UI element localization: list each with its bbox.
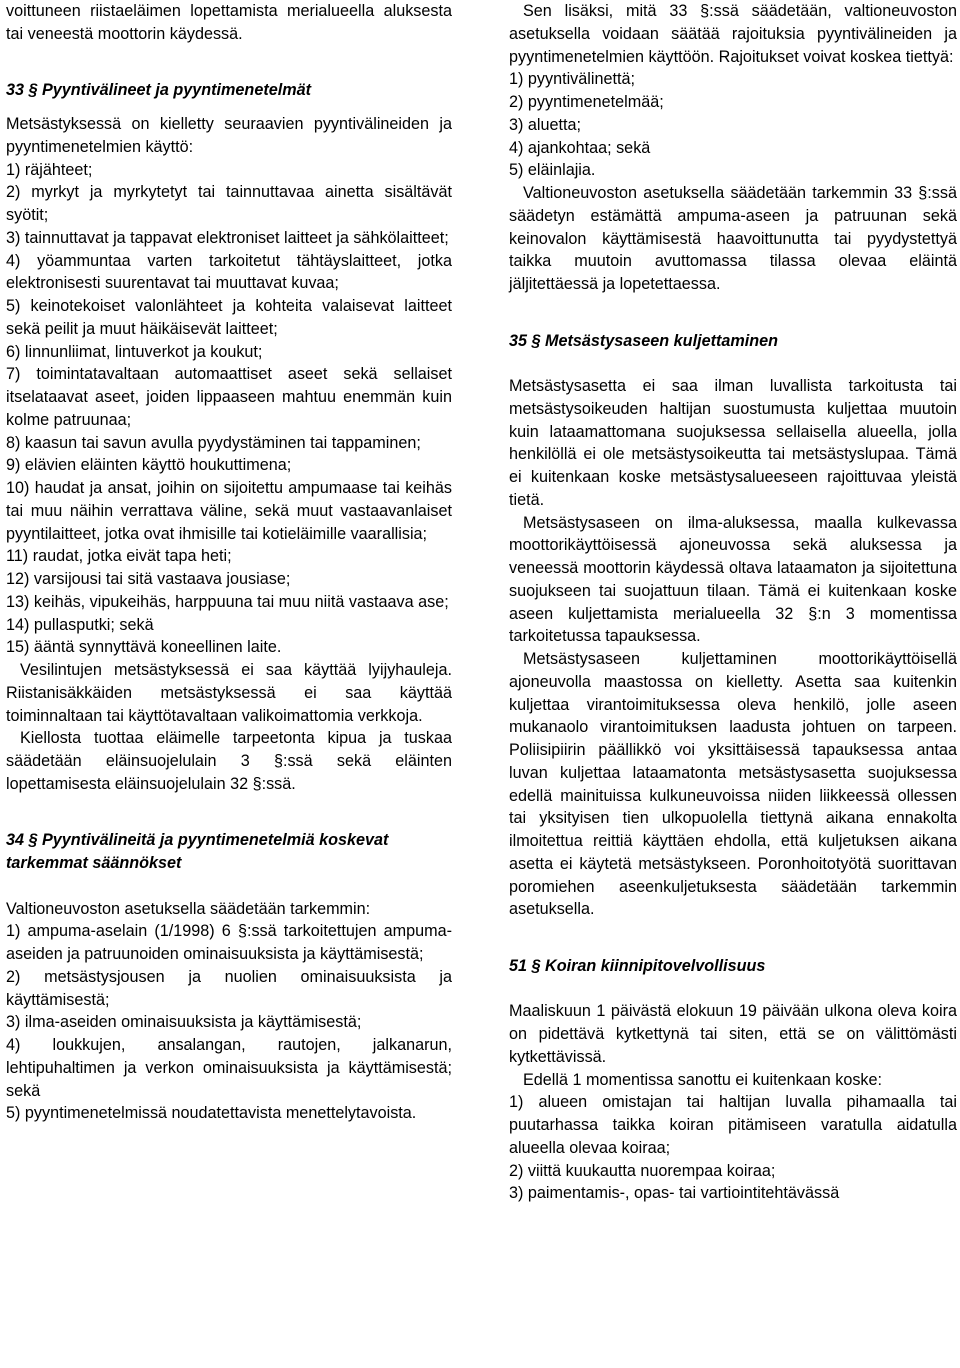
- section-33-item: 14) pullasputki; sekä: [6, 615, 154, 634]
- section-33-item: 5) keinotekoiset valonlähteet ja kohteita valaisevat laitteet sekä peilit ja muut häikäisevät laitteet;: [6, 297, 452, 338]
- section-33-item: 11) raudat, jotka eivät tapa heti;: [6, 547, 232, 566]
- section-34-item: 2) metsästysjousen ja nuolien ominaisuuksista ja käyttämisestä;: [6, 967, 452, 1009]
- section-34-item: 3) ilma-aseiden ominaisuuksista ja käyttämisestä;: [6, 1013, 362, 1032]
- section-33-item: 3) tainnuttavat ja tappavat elektroniset laitteet ja sähkölaitteet;: [6, 228, 449, 247]
- section-33-lead: Metsästyksessä on kielletty seuraavien pyyntivälineiden ja pyyntimenetelmien käyttö:: [6, 115, 452, 156]
- section-35-paragraph: Metsästysasetta ei saa ilman luvallista tarkoitusta tai metsästysoikeuden haltijan suostumusta kuljettaa muutoin kuin lataamattomana suojuksessa sellaisella alueella, jolla henkilöllä ei ole metsästysoikeutta tai metsästyslupaa. Tämä ei kuitenkaan koske metsästysalueeseen rajoittuvaa yleistä tietä.: [509, 377, 957, 509]
- restriction-item: 1) pyyntivälinettä;: [509, 70, 635, 89]
- section-51-item: 1) alueen omistajan tai haltijan luvalla pihamaalla tai puutarhassa taikka koiran pitämiseen varatulla aidatulla alueella olevaa koiraa;: [509, 1093, 957, 1157]
- restriction-item: 4) ajankohtaa; sekä: [509, 138, 651, 157]
- section-33-item: 8) kaasun tai savun avulla pyydystäminen tai tappaminen;: [6, 433, 421, 452]
- section-33-item: 4) yöammuntaa varten tarkoitetut tähtäyslaitteet, jotka elektronisesti suurentavat tai muuttavat kuvaa;: [6, 251, 452, 293]
- section-51-paragraph: Maaliskuun 1 päivästä elokuun 19 päivään ulkona oleva koira on pidettävä kytkettynä tai siten, että se on välittömästi kytkettävissä.: [509, 1002, 957, 1066]
- continued-paragraph: Sen lisäksi, mitä 33 §:ssä säädetään, valtioneuvoston asetuksella voidaan säätää rajoituksia pyyntivälineiden ja pyyntimenetelmien käyttöön. Rajoitukset voivat koskea tiettyä:: [509, 2, 957, 66]
- continued-paragraph: Valtioneuvoston asetuksella säädetään tarkemmin 33 §:ssä säädetyn estämättä ampuma-aseen ja patruunan sekä keinovalon käyttämisestä haavoittunutta tai pyydystettyä taikka muutoin avuttomassa tilassa olevaa eläintä jäljitettäessä ja lopetettaessa.: [509, 184, 957, 293]
- section-33-heading: 33 § Pyyntivälineet ja pyyntimenetelmät: [6, 81, 311, 100]
- section-35-paragraph: Metsästysaseen kuljettaminen moottorikäyttöisellä ajoneuvolla maastossa on kielletty. Asetta saa kuitenkin kuljettaa virantoimituksessa oleva henkilö, jolle aseen mukanaolo virantoimituksen laadusta johtuen on tarpeen. Poliisipiirin päällikkö voi yksittäisessä tapauksessa antaa luvan kuljettaa lataamatonta metsästysasetta suojuksessa edellä mainituissa kulkuneuvoissa niiden liikkeessä ollessen tai yksityisen tien ulkopuolella tiettynä aikana ennakolta ilmoitettua reittiä käyttäen ehdolla, että kuljetuksen aikana asetta ei käytetä metsästykseen. Poronhoitotyötä suorittavan poromiehen aseenkuljetuksesta säädetään tarkemmin asetuksella.: [509, 650, 957, 919]
- restriction-item: 2) pyyntimenetelmää;: [509, 93, 664, 111]
- section-51-item: 3) paimentamis-, opas- tai vartiointitehtävässä: [509, 1184, 840, 1203]
- intro-paragraph: voittuneen riistaeläimen lopettamista merialueella aluksesta tai veneestä moottorin käydessä.: [6, 2, 452, 43]
- section-33-item: 7) toimintatavaltaan automaattiset aseet sekä sellaiset itselataavat aseet, joiden lippaaseen mahtuu enemmän kuin kolme patruunaa;: [6, 365, 452, 429]
- section-33-paragraph: Kiellosta tuottaa eläimelle tarpeetonta kipua ja tuskaa säädetään eläinsuojelulain 3 §:ssä sekä eläinten lopettamisesta eläinsuojelulain 32 §:ssä.: [6, 729, 452, 793]
- section-51-item: 2) viittä kuukautta nuorempaa koiraa;: [509, 1161, 776, 1180]
- section-51-paragraph: Edellä 1 momentissa sanottu ei kuitenkaan koske:: [523, 1070, 883, 1089]
- section-33-item: 15) ääntä synnyttävä koneellinen laite.: [6, 638, 282, 657]
- section-33-item: 10) haudat ja ansat, joihin on sijoitettu ampumaase tai keihäs tai muu näihin verrattava väline, sekä muut vastaavanlaiset pyyntilaitteet, jotka ovat ihmisille tai kotieläimille vaarallisia;: [6, 479, 452, 543]
- section-33-item: 12) varsijousi tai sitä vastaava jousiase;: [6, 570, 291, 588]
- restriction-item: 3) aluetta;: [509, 115, 581, 134]
- restriction-item: 5) eläinlajia.: [509, 161, 596, 180]
- section-35-paragraph: Metsästysaseen on ilma-aluksessa, maalla kulkevassa moottorikäyttöisessä ajoneuvossa sekä aluksessa ja veneessä moottorin käydessä oltava lataamaton ja sijoitettuna suojukseen tai suojattuun tilaan. Tämä ei kuitenkaan koske aseen kuljettamista merialueella 32 §:n 3 momentissa tarkoitetussa tapauksessa.: [509, 513, 957, 646]
- right-column: [509, 0, 957, 1205]
- section-33-item: 2) myrkyt ja myrkytetyt tai tainnuttavaa ainetta sisältävät syötit;: [6, 183, 452, 224]
- section-34-item: 4) loukkujen, ansalangan, rautojen, jalkanarun, lehtipuhaltimen ja verkon ominaisuuksista ja käyttämisestä; sekä: [6, 1036, 452, 1100]
- section-34-lead: Valtioneuvoston asetuksella säädetään tarkemmin:: [6, 899, 371, 918]
- section-35-heading: 35 § Metsästysaseen kuljettaminen: [509, 331, 779, 350]
- section-33-item: 6) linnunliimat, lintuverkot ja koukut;: [6, 342, 263, 361]
- section-33-item: 13) keihäs, vipukeihäs, harppuuna tai muu niitä vastaava ase;: [6, 592, 449, 611]
- left-column: [6, 0, 452, 1125]
- section-34-heading: 34 § Pyyntivälineitä ja pyyntimenetelmiä koskevat tarkemmat säännökset: [6, 831, 389, 872]
- section-51-heading: 51 § Koiran kiinnipitovelvollisuus: [509, 956, 766, 975]
- section-33-item: 1) räjähteet;: [6, 160, 93, 179]
- section-34-item: 1) ampuma-aselain (1/1998) 6 §:ssä tarkoitettujen ampuma-aseiden ja patruunoiden ominaisuuksista ja käyttämisestä;: [6, 922, 452, 963]
- section-33-paragraph: Vesilintujen metsästyksessä ei saa käyttää lyijyhauleja. Riistanisäkkäiden metsästyksessä ei saa käyttää toiminnaltaan tai käyttötavaltaan valikoimattomia verkkoja.: [6, 661, 452, 725]
- section-33-item: 9) elävien eläinten käyttö houkuttimena;: [6, 456, 292, 475]
- section-34-item: 5) pyyntimenetelmissä noudatettavista menettelytavoista.: [6, 1104, 417, 1123]
